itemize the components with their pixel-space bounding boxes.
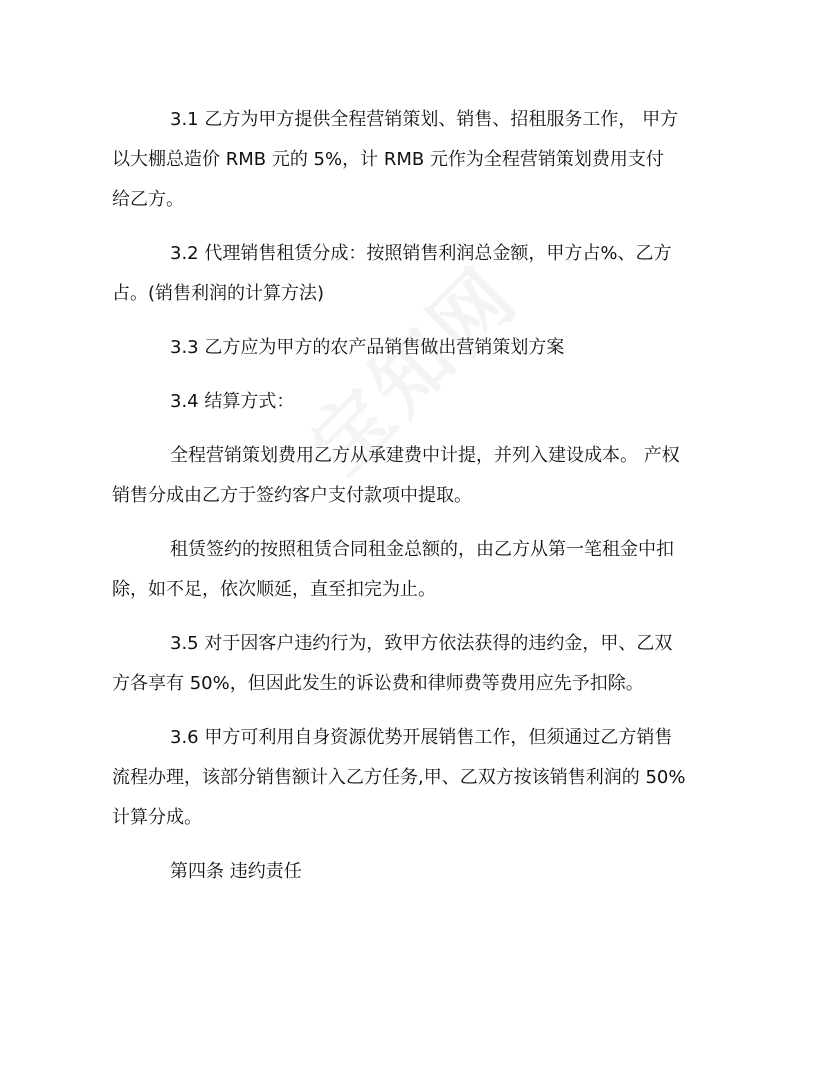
paragraph-line: 租赁签约的按照租赁合同租金总额的，由乙方从第一笔租金中扣 [170,539,674,560]
section-heading-article-4 [112,852,702,892]
paragraph-line: 全程营销策划费用乙方从承建费中计提，并列入建设成本。 产权 [170,445,680,466]
paragraph-settlement-fee [112,436,702,516]
paragraph-line: 3.4 结算方式： [170,391,295,412]
paragraph-line: 3.3 乙方应为甲方的农产品销售做出营销策划方案 [170,337,565,358]
paragraph-line: 3.2 代理销售租赁分成：按照销售利润总金额，甲方占%、乙方 [170,243,672,264]
paragraph-line: 方各享有 50%，但因此发生的诉讼费和律师费等费用应先予扣除。 [112,673,644,694]
paragraph-3-2 [112,234,702,314]
section-heading: 第四条 违约责任 [170,861,302,882]
paragraph-line: 销售分成由乙方于签约客户支付款项中提取。 [112,485,472,506]
paragraph-line: 以大棚总造价 RMB 元的 5%，计 RMB 元作为全程营销策划费用支付 [112,149,664,170]
paragraph-3-3 [112,328,702,368]
paragraph-lease-signing [112,530,702,610]
paragraph-3-1 [112,100,702,220]
paragraph-line: 流程办理，该部分销售额计入乙方任务,甲、乙双方按该销售利润的 50% [112,767,686,788]
paragraph-line: 计算分成。 [112,807,202,828]
paragraph-3-6 [112,718,702,838]
paragraph-line: 给乙方。 [112,189,184,210]
paragraph-3-5 [112,624,702,704]
paragraph-line: 3.6 甲方可利用自身资源优势开展销售工作，但须通过乙方销售 [170,727,673,748]
paragraph-line: 除，如不足，依次顺延，直至扣完为止。 [112,579,436,600]
paragraph-line: 占。(销售利润的计算方法) [112,283,325,304]
document-body [112,100,702,906]
paragraph-line: 3.5 对于因客户违约行为，致甲方依法获得的违约金，甲、乙双 [170,633,673,654]
paragraph-3-4 [112,382,702,422]
paragraph-line: 3.1 乙方为甲方提供全程营销策划、销售、招租服务工作， 甲方 [170,109,679,130]
